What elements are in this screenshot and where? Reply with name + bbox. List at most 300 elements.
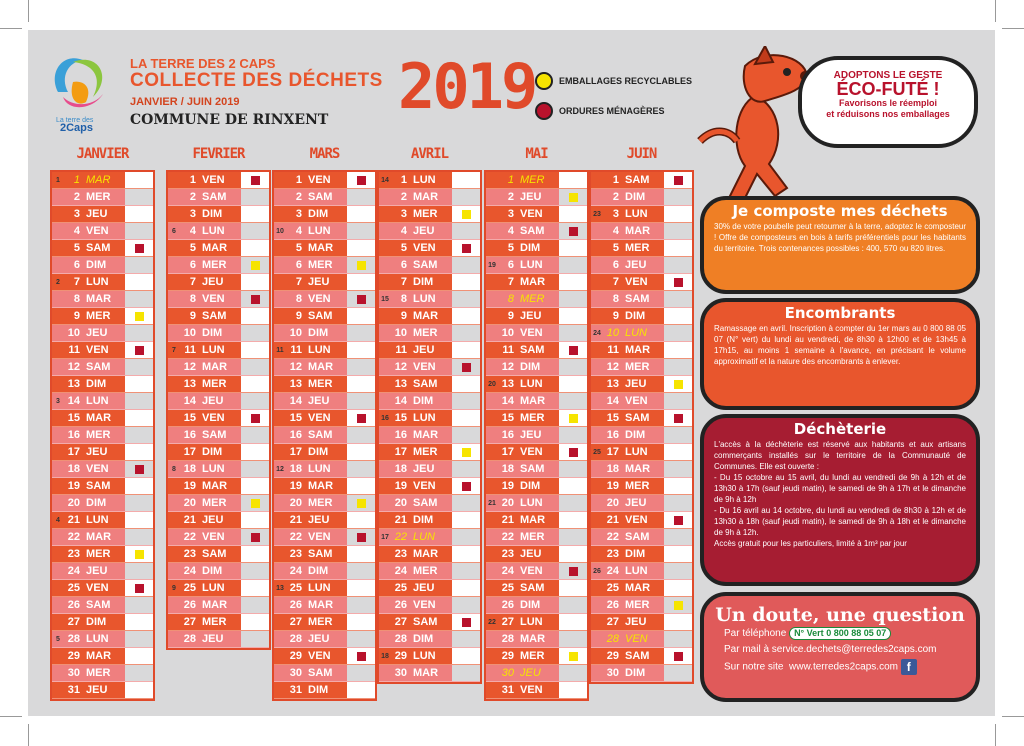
day-name: LUN	[202, 582, 225, 594]
day-name: VEN	[625, 514, 648, 526]
day-row	[52, 682, 153, 699]
eco-line-1: ADOPTONS LE GESTE	[833, 70, 943, 81]
collection-box	[125, 359, 153, 375]
day-number: 4	[507, 225, 514, 237]
day-number: 18	[67, 463, 80, 475]
collection-box	[347, 495, 375, 511]
collection-box	[347, 546, 375, 562]
day-number: 9	[507, 310, 514, 322]
day-number: 2	[507, 191, 514, 203]
day-number: 7	[507, 276, 514, 288]
day-name: SAM	[520, 225, 545, 237]
collection-box	[559, 172, 587, 188]
week-number: 20	[488, 380, 496, 388]
collection-box	[241, 393, 269, 409]
collection-box	[559, 631, 587, 647]
day-name: SAM	[202, 191, 227, 203]
collection-box	[452, 648, 480, 664]
collection-box	[347, 614, 375, 630]
day-name: JEU	[86, 565, 108, 577]
day-name: LUN	[202, 225, 225, 237]
day-name: VEN	[520, 565, 543, 577]
day-row	[168, 189, 269, 206]
day-name: JEU	[202, 514, 224, 526]
day-number: 27	[67, 616, 80, 628]
collection-box	[452, 325, 480, 341]
week-number: 12	[276, 465, 284, 473]
day-row	[52, 427, 153, 444]
day-row	[168, 342, 269, 359]
day-row	[52, 393, 153, 410]
day-name: SAM	[413, 497, 438, 509]
day-number: 12	[501, 361, 514, 373]
day-number: 6	[295, 259, 302, 271]
ordures-marker	[462, 482, 471, 491]
day-number: 9	[73, 310, 80, 322]
collection-box	[241, 597, 269, 613]
collection-box	[452, 206, 480, 222]
day-number: 15	[67, 412, 80, 424]
day-number: 3	[507, 208, 514, 220]
collection-box	[125, 206, 153, 222]
collection-box	[452, 529, 480, 545]
day-row	[486, 597, 587, 614]
day-number: 28	[183, 633, 196, 645]
contact-mail[interactable]: Par mail à service.dechets@terredes2caps.com	[724, 644, 937, 655]
day-number: 15	[606, 412, 619, 424]
day-number: 15	[183, 412, 196, 424]
day-name: JEU	[625, 616, 647, 628]
ordures-marker	[674, 176, 683, 185]
ordures-marker	[251, 414, 260, 423]
day-name: VEN	[308, 293, 331, 305]
contact-web-line	[724, 659, 956, 675]
day-name: VEN	[413, 480, 436, 492]
day-name: SAM	[86, 599, 111, 611]
day-number: 17	[394, 446, 407, 458]
day-number: 26	[289, 599, 302, 611]
collection-box	[452, 478, 480, 494]
collection-box	[559, 529, 587, 545]
day-row	[168, 529, 269, 546]
day-row	[379, 444, 480, 461]
day-name: JEU	[413, 344, 435, 356]
dog-mascot-icon	[695, 46, 815, 211]
day-row	[486, 461, 587, 478]
day-row	[274, 342, 375, 359]
day-number: 10	[289, 327, 302, 339]
ordures-marker	[674, 516, 683, 525]
collection-box	[125, 580, 153, 596]
ordures-marker	[135, 465, 144, 474]
collection-box	[241, 257, 269, 273]
day-row	[52, 206, 153, 223]
day-row	[486, 410, 587, 427]
day-number: 16	[501, 429, 514, 441]
collection-box	[347, 529, 375, 545]
ordures-marker	[462, 244, 471, 253]
day-row	[274, 665, 375, 682]
day-number: 22	[183, 531, 196, 543]
recyclables-marker	[135, 550, 144, 559]
day-number: 30	[394, 667, 407, 679]
collection-box	[452, 665, 480, 681]
week-number: 18	[381, 652, 389, 660]
day-name: LUN	[625, 327, 648, 339]
day-name: DIM	[520, 242, 541, 254]
collection-box	[241, 546, 269, 562]
month-name: MARS	[309, 146, 340, 162]
day-name: MAR	[202, 242, 228, 254]
day-row	[591, 580, 692, 597]
facebook-icon[interactable]: f	[901, 659, 917, 675]
phone-label: Par téléphone	[724, 628, 787, 639]
day-name: SAM	[202, 310, 227, 322]
ordures-marker	[569, 448, 578, 457]
recyclables-marker	[357, 499, 366, 508]
day-number: 28	[394, 633, 407, 645]
collection-box	[125, 291, 153, 307]
collection-box	[664, 597, 692, 613]
week-number: 17	[381, 533, 389, 541]
collection-box	[664, 172, 692, 188]
day-name: VEN	[520, 446, 543, 458]
day-number: 7	[612, 276, 619, 288]
collection-box	[125, 546, 153, 562]
day-number: 13	[289, 378, 302, 390]
day-row	[274, 274, 375, 291]
day-name: LUN	[308, 225, 331, 237]
day-name: DIM	[86, 378, 107, 390]
day-name: LUN	[413, 293, 436, 305]
web-label: Sur notre site	[724, 661, 784, 673]
day-number: 12	[606, 361, 619, 373]
collection-box	[559, 325, 587, 341]
collection-box	[452, 393, 480, 409]
day-row	[379, 512, 480, 529]
day-name: MAR	[625, 225, 651, 237]
collection-box	[125, 682, 153, 698]
day-row	[168, 223, 269, 240]
day-number: 25	[394, 582, 407, 594]
collection-box	[452, 410, 480, 426]
collection-box	[452, 189, 480, 205]
day-number: 9	[295, 310, 302, 322]
week-number: 11	[276, 346, 284, 354]
day-number: 24	[183, 565, 196, 577]
day-name: SAM	[625, 531, 650, 543]
day-number: 23	[394, 548, 407, 560]
day-row	[274, 240, 375, 257]
day-number: 15	[289, 412, 302, 424]
day-row	[168, 495, 269, 512]
day-row	[168, 274, 269, 291]
day-row	[52, 223, 153, 240]
ordures-marker	[251, 533, 260, 542]
day-row	[52, 410, 153, 427]
day-name: LUN	[520, 616, 543, 628]
day-number: 12	[289, 361, 302, 373]
week-number: 10	[276, 227, 284, 235]
day-row	[168, 546, 269, 563]
day-row	[486, 359, 587, 376]
collection-box	[241, 291, 269, 307]
day-number: 2	[73, 191, 80, 203]
month-name: FEVRIER	[192, 146, 245, 162]
week-number: 1	[56, 176, 60, 184]
day-row	[486, 495, 587, 512]
collection-box	[347, 512, 375, 528]
day-number: 23	[501, 548, 514, 560]
day-number: 2	[612, 191, 619, 203]
recyclables-marker	[462, 210, 471, 219]
encombrants-text: Ramassage en avril. Inscription à compter du 1er mars au 0 800 88 05 07 (N° vert) du lundi au vendredi, de 8h30 à 12h00 et de 13h45 à 17h15, au moins 1 semaine à l'avance, en précisant le volume approximatif et la nature des encombrants à enlever.	[714, 324, 966, 366]
day-number: 1	[295, 174, 302, 186]
week-number: 23	[593, 210, 601, 218]
day-number: 12	[67, 361, 80, 373]
day-row	[52, 648, 153, 665]
day-name: VEN	[625, 395, 648, 407]
day-number: 14	[394, 395, 407, 407]
day-row	[591, 410, 692, 427]
day-name: DIM	[202, 446, 223, 458]
day-name: JEU	[202, 633, 224, 645]
day-number: 21	[67, 514, 80, 526]
ordures-marker	[357, 176, 366, 185]
collection-box	[347, 223, 375, 239]
collection-box	[664, 274, 692, 290]
day-row	[274, 376, 375, 393]
collection-box	[125, 257, 153, 273]
collection-box	[559, 580, 587, 596]
day-row	[168, 172, 269, 189]
day-name: LUN	[413, 174, 436, 186]
day-name: MAR	[86, 531, 112, 543]
day-name: DIM	[413, 276, 434, 288]
collection-box	[664, 444, 692, 460]
eco-fute-bubble	[798, 56, 978, 148]
collection-box	[125, 376, 153, 392]
day-name: MER	[625, 242, 650, 254]
day-row	[379, 427, 480, 444]
day-number: 25	[501, 582, 514, 594]
day-name: MER	[625, 361, 650, 373]
day-number: 3	[612, 208, 619, 220]
day-name: MER	[86, 548, 111, 560]
day-name: LUN	[86, 514, 109, 526]
day-name: LUN	[86, 633, 109, 645]
day-row	[168, 563, 269, 580]
day-number: 19	[501, 480, 514, 492]
day-name: MAR	[202, 361, 228, 373]
collection-box	[347, 427, 375, 443]
day-row	[52, 597, 153, 614]
collection-box	[664, 359, 692, 375]
collection-box	[241, 274, 269, 290]
collection-box	[347, 478, 375, 494]
day-row	[486, 614, 587, 631]
day-row	[274, 461, 375, 478]
day-name: SAM	[308, 310, 333, 322]
day-name: DIM	[308, 565, 329, 577]
collection-box	[241, 512, 269, 528]
collection-box	[452, 274, 480, 290]
day-row	[591, 393, 692, 410]
day-row	[591, 206, 692, 223]
day-row	[379, 359, 480, 376]
day-number: 11	[502, 344, 514, 356]
day-row	[274, 257, 375, 274]
day-number: 27	[289, 616, 302, 628]
collection-box	[241, 580, 269, 596]
day-name: VEN	[520, 327, 543, 339]
collection-box	[241, 342, 269, 358]
recyclables-marker	[569, 414, 578, 423]
day-name: JEU	[86, 446, 108, 458]
day-number: 26	[394, 599, 407, 611]
day-name: VEN	[413, 242, 436, 254]
month-column-3	[377, 170, 482, 684]
day-row	[52, 325, 153, 342]
week-number: 22	[488, 618, 496, 626]
day-name: JEU	[625, 259, 647, 271]
day-row	[274, 580, 375, 597]
day-row	[168, 376, 269, 393]
day-row	[591, 359, 692, 376]
collection-box	[347, 274, 375, 290]
yellow-dot-icon	[535, 72, 553, 90]
day-name: MAR	[86, 174, 111, 186]
decheterie-box	[700, 414, 980, 586]
day-number: 20	[289, 497, 302, 509]
day-row	[379, 563, 480, 580]
web-link[interactable]: www.terredes2caps.com	[789, 661, 898, 673]
day-number: 9	[400, 310, 407, 322]
collection-box	[241, 223, 269, 239]
day-row	[379, 376, 480, 393]
day-row	[486, 546, 587, 563]
day-number: 5	[189, 242, 196, 254]
week-number: 6	[172, 227, 176, 235]
day-row	[52, 546, 153, 563]
day-number: 11	[290, 344, 302, 356]
day-row	[168, 359, 269, 376]
day-name: SAM	[625, 650, 650, 662]
day-name: SAM	[86, 242, 111, 254]
day-row	[274, 308, 375, 325]
day-name: MAR	[308, 599, 334, 611]
day-row	[591, 563, 692, 580]
day-row	[486, 648, 587, 665]
collection-box	[664, 631, 692, 647]
day-number: 14	[501, 395, 514, 407]
encombrants-box	[700, 298, 980, 410]
day-name: MAR	[202, 480, 228, 492]
collection-box	[125, 597, 153, 613]
collection-box	[347, 580, 375, 596]
day-number: 11	[68, 344, 80, 356]
day-row	[486, 172, 587, 189]
ordures-marker	[135, 584, 144, 593]
day-name: LUN	[520, 378, 543, 390]
day-number: 23	[67, 548, 80, 560]
collection-box	[559, 257, 587, 273]
day-row	[168, 240, 269, 257]
day-number: 19	[183, 480, 196, 492]
day-row	[591, 614, 692, 631]
day-name: JEU	[520, 667, 541, 679]
day-row	[52, 580, 153, 597]
day-name: MER	[413, 446, 438, 458]
legend-yellow-label: EMBALLAGES RECYCLABLES	[559, 76, 693, 86]
ordures-marker	[357, 533, 366, 542]
day-name: MER	[520, 293, 545, 305]
collection-box	[559, 342, 587, 358]
ordures-marker	[135, 346, 144, 355]
day-number: 3	[400, 208, 407, 220]
day-row	[274, 444, 375, 461]
day-name: DIM	[625, 548, 646, 560]
legend-yellow	[535, 72, 692, 90]
collection-box	[664, 461, 692, 477]
day-name: MER	[520, 174, 545, 186]
month-name: JANVIER	[76, 146, 129, 162]
day-number: 8	[73, 293, 80, 305]
day-name: LUN	[308, 582, 331, 594]
day-number: 25	[183, 582, 196, 594]
day-number: 21	[183, 514, 196, 526]
day-name: DIM	[413, 514, 434, 526]
day-name: JEU	[308, 276, 330, 288]
day-name: DIM	[308, 327, 329, 339]
day-number: 24	[289, 565, 302, 577]
eco-line-2: ÉCO-FUTÉ !	[836, 79, 940, 99]
day-row	[591, 240, 692, 257]
day-row	[486, 308, 587, 325]
collection-box	[452, 359, 480, 375]
collection-box	[125, 342, 153, 358]
day-row	[52, 359, 153, 376]
day-name: MER	[520, 650, 545, 662]
collection-box	[241, 495, 269, 511]
collection-box	[452, 495, 480, 511]
day-row	[379, 546, 480, 563]
day-row	[52, 376, 153, 393]
day-number: 13	[501, 378, 514, 390]
day-name: MAR	[520, 633, 546, 645]
day-name: VEN	[413, 599, 436, 611]
day-number: 19	[606, 480, 619, 492]
collection-box	[347, 461, 375, 477]
header-period: JANVIER / JUIN 2019	[130, 96, 240, 108]
recyclables-marker	[251, 261, 260, 270]
day-row	[379, 342, 480, 359]
contact-title: Un doute, une question	[715, 604, 965, 626]
collection-box	[125, 648, 153, 664]
week-number: 7	[172, 346, 176, 354]
day-name: LUN	[308, 344, 331, 356]
ordures-marker	[462, 618, 471, 627]
day-row	[52, 631, 153, 648]
collection-box	[452, 257, 480, 273]
day-number: 4	[73, 225, 80, 237]
collection-box	[125, 172, 153, 188]
day-number: 8	[507, 293, 514, 305]
day-row	[168, 614, 269, 631]
collection-box	[347, 189, 375, 205]
collection-box	[347, 631, 375, 647]
day-number: 13	[67, 378, 80, 390]
